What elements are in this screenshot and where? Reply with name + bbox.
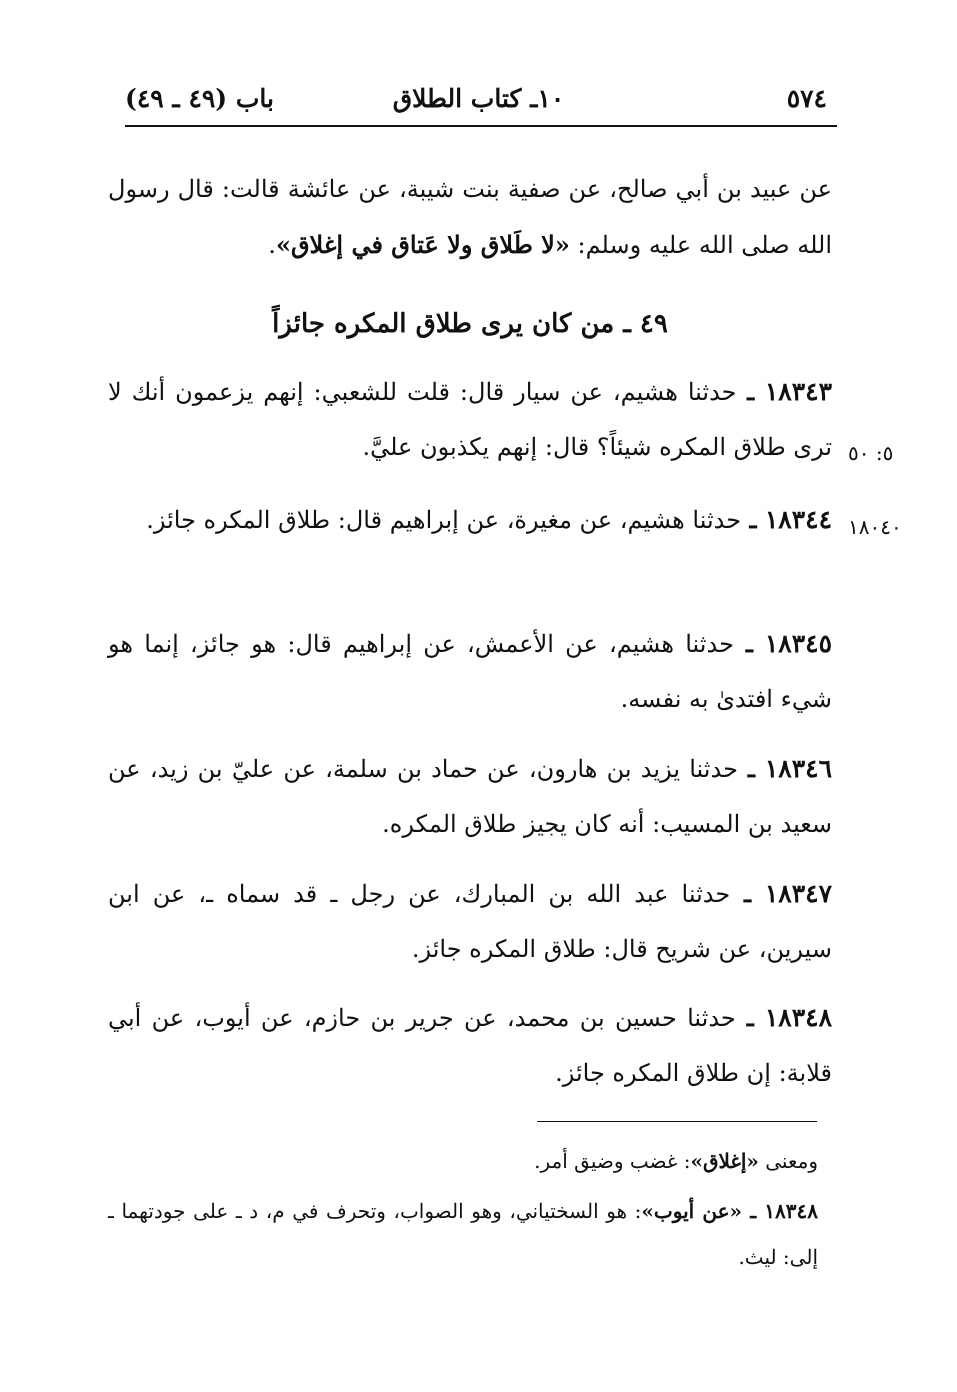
hadith-quote: «لا طَلاق ولا عَتاق في إغلاق» [275, 230, 570, 259]
hadith-number: ١٨٣٤٧ [764, 879, 833, 908]
hadith-entry [108, 364, 832, 475]
hadith-text: حدثنا هشيم، عن مغيرة، عن إبراهيم قال: طلاق المكره جائز. [146, 506, 742, 534]
hadith-number: ١٨٣٤٥ [764, 629, 832, 658]
footnote [108, 1138, 818, 1184]
number-dash: ـ [735, 1003, 765, 1032]
hadith-entry [108, 492, 832, 548]
hadith-entry [108, 741, 832, 852]
margin-note: ٥: ٥٠ [848, 441, 894, 465]
hadith-entry [108, 990, 832, 1101]
footnote-term: «إغلاق» [690, 1149, 759, 1173]
footnote [108, 1188, 818, 1280]
hadith-entry [108, 866, 832, 977]
footnote-term: «عن أيوب» [641, 1199, 743, 1223]
intro-tail: . [268, 231, 276, 259]
intro-text: عن عبيد بن أبي صالح، عن صفية بنت شيبة، عن عائشة قالت: قال رسول الله صلى الله عليه وسلم: [108, 175, 832, 259]
number-dash: ـ [741, 505, 765, 534]
hadith-text: حدثنا عبد الله بن المبارك، عن رجل ـ قد سماه ـ، عن ابن سيرين، عن شريح قال: طلاق المكره جائز. [108, 880, 832, 963]
footnote-text: : غضب وضيق أمر. [534, 1149, 691, 1173]
intro-paragraph [108, 162, 832, 273]
margin-note: ١٨٠٤٠ [848, 515, 902, 539]
footnote-text: : هو السختياني، وهو الصواب، وتحرف في م، د ـ على جودتهما ـ إلى: ليث. [108, 1199, 818, 1269]
book-title: ١٠ـ كتاب الطلاق [392, 84, 565, 113]
footnote-lead: ومعنى [758, 1149, 818, 1173]
header-rule [125, 125, 837, 127]
number-dash: ـ [733, 629, 765, 658]
section-heading: ٤٩ ـ من كان يرى طلاق المكره جائزاً [272, 309, 668, 339]
hadith-text: حدثنا هشيم، عن سيار قال: قلت للشعبي: إنهم يزعمون أنك لا ترى طلاق المكره شيئاً؟ قال: إنهم يكذبون عليَّ. [108, 378, 832, 461]
hadith-number: ١٨٣٤٦ [764, 754, 832, 783]
hadith-entry [108, 616, 832, 727]
number-dash: ـ [736, 377, 765, 406]
hadith-text: حدثنا هشيم، عن الأعمش، عن إبراهيم قال: هو جائز، إنما هو شيء افتدىٰ به نفسه. [108, 630, 832, 713]
hadith-number: ١٨٣٤٨ [764, 1003, 832, 1032]
number-dash: ـ [737, 754, 765, 783]
number-dash: ـ [730, 879, 765, 908]
page-number: ٥٧٤ [786, 84, 827, 113]
chapter-reference: باب (٤٩ ـ ٤٩) [125, 84, 274, 113]
hadith-text: حدثنا حسين بن محمد، عن جرير بن حازم، عن أيوب، عن أبي قلابة: إن طلاق المكره جائز. [108, 1004, 832, 1087]
hadith-number: ١٨٣٤٤ [764, 505, 832, 534]
footnote-lead: ١٨٣٤٨ ـ [742, 1199, 818, 1223]
hadith-text: حدثنا يزيد بن هارون، عن حماد بن سلمة، عن عليّ بن زيد، عن سعيد بن المسيب: أنه كان يجيز طلاق المكره. [108, 755, 832, 838]
footnote-rule [537, 1121, 817, 1122]
hadith-number: ١٨٣٤٣ [764, 377, 833, 406]
